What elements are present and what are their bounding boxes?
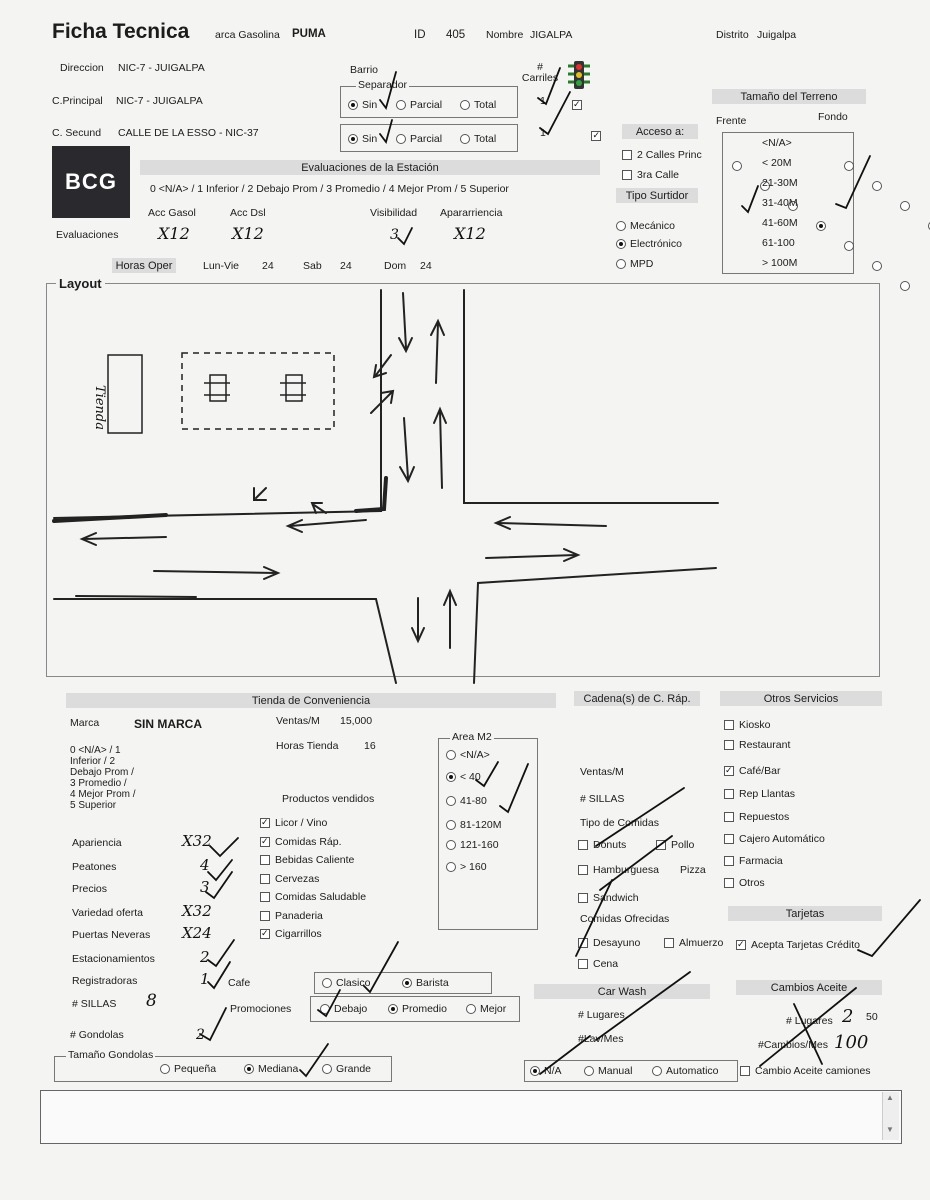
calle-secundaria-label: C. Secund [52, 127, 102, 139]
tipo-sandwich[interactable]: Sandwich [578, 893, 639, 904]
scroll-down-icon[interactable]: ▼ [886, 1125, 894, 1134]
barrio-label: Barrio [350, 64, 379, 76]
carwash-manual[interactable]: Manual [584, 1066, 632, 1077]
cadena-ventas-label: Ventas/M [580, 766, 624, 778]
page-title: Ficha Tecnica [52, 20, 190, 43]
area-radio[interactable]: 81-120M [446, 820, 501, 831]
carriles-value-2: 1 [540, 127, 546, 139]
tienda-text: Tienda [92, 385, 107, 430]
terreno-option-label: > 100M [762, 257, 798, 269]
sab-label: Sab [303, 260, 322, 272]
separador-2-parcial[interactable]: Parcial [396, 134, 442, 145]
carwash-na[interactable]: N/A [530, 1066, 562, 1077]
scale-line: 3 Promedio / [70, 778, 127, 789]
separador-1-parcial[interactable]: Parcial [396, 100, 442, 111]
rating-value: 3 [200, 878, 210, 896]
marca-gasolina-value: PUMA [292, 28, 326, 40]
acc-gasol-value: X12 [158, 224, 190, 243]
horas-tienda-value: 16 [364, 740, 376, 752]
otro-servicio-checkbox[interactable]: Restaurant [724, 740, 790, 751]
gondola-grande[interactable]: Grande [322, 1064, 371, 1075]
area-radio[interactable]: 41-80 [446, 796, 487, 807]
sab-value: 24 [340, 260, 352, 272]
rating-label: Peatones [72, 861, 117, 873]
area-title: Area M2 [452, 731, 492, 743]
dom-label: Dom [384, 260, 407, 272]
dom-value: 24 [420, 260, 432, 272]
sillas-label: # SILLAS [72, 998, 117, 1010]
promo-promedio[interactable]: Promedio [388, 1004, 447, 1015]
rating-label: Estacionamientos [72, 953, 155, 965]
rating-value: X32 [182, 832, 212, 850]
acc-dsl-label: Acc Dsl [230, 207, 266, 219]
separador-2-total[interactable]: Total [460, 134, 496, 145]
promo-mejor[interactable]: Mejor [466, 1004, 506, 1015]
calle-secundaria-value: CALLE DE LA ESSO - NIC-37 [118, 127, 259, 139]
bcg-logo: BCG [52, 146, 130, 218]
gondolas-label: # Gondolas [70, 1029, 124, 1041]
terreno-option-label: 21-30M [762, 177, 798, 189]
calle-principal-label: C.Principal [52, 95, 103, 107]
terreno-option-label: 31-40M [762, 197, 798, 209]
otro-servicio-checkbox[interactable]: Otros [724, 878, 765, 889]
rating-label: Variedad oferta [72, 907, 144, 919]
terreno-option-label: 41-60M [762, 217, 798, 229]
rating-label: Precios [72, 883, 108, 895]
tipo-comidas-label: Tipo de Comidas [580, 817, 659, 829]
cambios-mes-label: #Cambios/Mes [758, 1039, 829, 1051]
gondola-mediana[interactable]: Mediana [244, 1064, 298, 1075]
otro-servicio-checkbox[interactable]: Kiosko [724, 720, 771, 731]
calle-principal-value: NIC-7 - JUIGALPA [116, 95, 203, 107]
nombre-value: JIGALPA [530, 29, 573, 41]
rating-label: Registradoras [72, 975, 138, 987]
promociones-label: Promociones [230, 1003, 292, 1015]
aceite-lugares-value: 2 [842, 1006, 854, 1027]
rating-value: 4 [200, 856, 210, 874]
evaluaciones-label: Evaluaciones [56, 229, 119, 241]
direccion-label: Direccion [60, 62, 104, 74]
rating-value: 2 [200, 948, 210, 966]
distrito-label: Distrito [716, 29, 749, 41]
cafe-clasico[interactable]: Clasico [322, 978, 370, 989]
layout-title: Layout [56, 277, 105, 290]
cafe-barista[interactable]: Barista [402, 978, 449, 989]
terreno-option-label: <N/A> [762, 137, 792, 149]
separador-2-sin[interactable]: Sin [348, 134, 377, 145]
acepta-tarjetas-checkbox[interactable]: ✓Acepta Tarjetas Crédito [736, 940, 860, 951]
producto-checkbox[interactable]: ✓Cigarrillos [260, 929, 322, 940]
terreno-option-label: 61-100 [762, 237, 795, 249]
rating-value: X32 [182, 902, 212, 920]
fondo-label: Fondo [818, 111, 848, 123]
surtidor-mecanico[interactable]: Mecánico [616, 221, 675, 232]
aceite-lugares-printed: 50 [866, 1011, 878, 1023]
marca-gasolina-label: arca Gasolina [215, 29, 280, 41]
ventas-value: 15,000 [340, 715, 373, 727]
scale-line: Debajo Prom / [70, 767, 134, 778]
tienda-marca-label: Marca [70, 717, 100, 729]
tipo-pizza: Pizza [680, 864, 706, 876]
rating-value: X24 [182, 924, 212, 942]
id-label: ID [414, 29, 426, 41]
rating-value: 1 [200, 970, 210, 988]
aceite-title: Cambios Aceite [736, 980, 882, 995]
comidas-ofrecidas-label: Comidas Ofrecidas [580, 913, 670, 925]
terreno-option-label: < 20M [762, 157, 792, 169]
otro-servicio-checkbox[interactable]: ✓Café/Bar [724, 766, 780, 777]
cafe-label: Cafe [228, 977, 251, 989]
rating-label: Apariencia [72, 837, 122, 849]
tipo-hamburguesa[interactable]: Hamburguesa [578, 865, 659, 876]
scale-line: 4 Mejor Prom / [70, 789, 136, 800]
tipo-donuts[interactable]: Donuts [578, 840, 626, 851]
id-value: 405 [446, 29, 466, 41]
area-radio[interactable]: < 40 [446, 772, 481, 783]
carriles-value-1: 1 [540, 95, 546, 107]
producto-checkbox[interactable]: ✓Licor / Vino [260, 818, 327, 829]
productos-title: Productos vendidos [282, 793, 375, 805]
tienda-marca-value: SIN MARCA [134, 717, 202, 731]
carwash-lugares-label: # Lugares [578, 1009, 625, 1021]
producto-checkbox[interactable]: Comidas Saludable [260, 892, 366, 903]
surtidor-title: Tipo Surtidor [616, 188, 698, 203]
area-radio[interactable]: > 160 [446, 862, 487, 873]
promo-debajo[interactable]: Debajo [320, 1004, 367, 1015]
otro-servicio-checkbox[interactable]: Farmacia [724, 856, 783, 867]
tarjetas-title: Tarjetas [728, 906, 882, 921]
gondolas-size-label: Tamaño Gondolas [68, 1049, 154, 1061]
scale-line: 5 Superior [70, 800, 117, 811]
ofrecida-desayuno[interactable]: Desayuno [578, 938, 640, 949]
ventas-label: Ventas/M [276, 715, 320, 727]
cadena-title: Cadena(s) de C. Ráp. [574, 691, 700, 706]
scale-line: Inferior / 2 [70, 756, 116, 767]
acc-dsl-value: X12 [232, 224, 264, 243]
tipo-pollo[interactable]: Pollo [656, 840, 694, 851]
otros-title: Otros Servicios [720, 691, 882, 706]
ofrecida-cena[interactable]: Cena [578, 959, 618, 970]
gondola-pequena[interactable]: Pequeña [160, 1064, 216, 1075]
acceso-title: Acceso a: [622, 124, 698, 139]
surtidor-mpd[interactable]: MPD [616, 259, 653, 270]
otro-servicio-checkbox[interactable]: Cajero Automático [724, 834, 825, 845]
separador-1-sin[interactable]: Sin [348, 100, 377, 111]
apariencia-value: X12 [454, 224, 486, 243]
sillas-value: 8 [146, 991, 157, 1011]
scale-line: 0 <N/A> / 1 [70, 745, 121, 756]
otro-servicio-checkbox[interactable]: Repuestos [724, 812, 789, 823]
cambios-mes-value: 100 [834, 1032, 869, 1053]
aceite-camiones-checkbox[interactable]: Cambio Aceite camiones [740, 1066, 871, 1077]
producto-checkbox[interactable]: Panaderia [260, 911, 323, 922]
area-radio[interactable]: <N/A> [446, 750, 490, 761]
producto-checkbox[interactable]: Bebidas Caliente [260, 855, 354, 866]
carwash-automatico[interactable]: Automatico [652, 1066, 719, 1077]
evaluaciones-title: Evaluaciones de la Estación [140, 160, 600, 175]
producto-checkbox[interactable]: Cervezas [260, 874, 319, 885]
acceso-2-calles[interactable]: 2 Calles Princ [622, 150, 702, 161]
frente-label: Frente [716, 115, 747, 127]
separador-label: Separador [358, 79, 408, 91]
tienda-title: Tienda de Conveniencia [66, 693, 556, 708]
area-radio[interactable]: 121-160 [446, 840, 499, 851]
horas-oper-label: Horas Oper [112, 258, 176, 273]
acc-gasol-label: Acc Gasol [148, 207, 196, 219]
rating-label: Puertas Neveras [72, 929, 151, 941]
acceso-3ra-calle[interactable]: 3ra Calle [622, 170, 679, 181]
gondolas-value: 2 [196, 1027, 205, 1043]
direccion-value: NIC-7 - JUIGALPA [118, 62, 205, 74]
distrito-value: Juigalpa [757, 29, 797, 41]
visibilidad-value: 3 [390, 227, 399, 243]
carwash-title: Car Wash [534, 984, 710, 999]
nombre-label: Nombre [486, 29, 524, 41]
otro-servicio-checkbox[interactable]: Rep Llantas [724, 789, 795, 800]
producto-checkbox[interactable]: ✓Comidas Ráp. [260, 837, 342, 848]
carwash-lav-label: #Lav/Mes [578, 1033, 624, 1045]
terreno-title: Tamaño del Terreno [712, 89, 866, 104]
aceite-lugares-label: # Lugares [786, 1015, 833, 1027]
surtidor-electronico[interactable]: Electrónico [616, 239, 682, 250]
cadena-sillas-label: # SILLAS [580, 793, 625, 805]
lun-vie-value: 24 [262, 260, 274, 272]
scroll-up-icon[interactable]: ▲ [886, 1093, 894, 1102]
lun-vie-label: Lun-Vie [203, 260, 240, 272]
apariencia-label: Apararriencia [440, 207, 503, 219]
evaluaciones-scale: 0 <N/A> / 1 Inferior / 2 Debajo Prom / 3 Promedio / 4 Mejor Prom / 5 Superior [150, 183, 509, 195]
carriles-label: # Carriles [521, 61, 559, 84]
ofrecida-almuerzo[interactable]: Almuerzo [664, 938, 723, 949]
visibilidad-label: Visibilidad [370, 207, 418, 219]
horas-tienda-label: Horas Tienda [276, 740, 339, 752]
separador-1-total[interactable]: Total [460, 100, 496, 111]
